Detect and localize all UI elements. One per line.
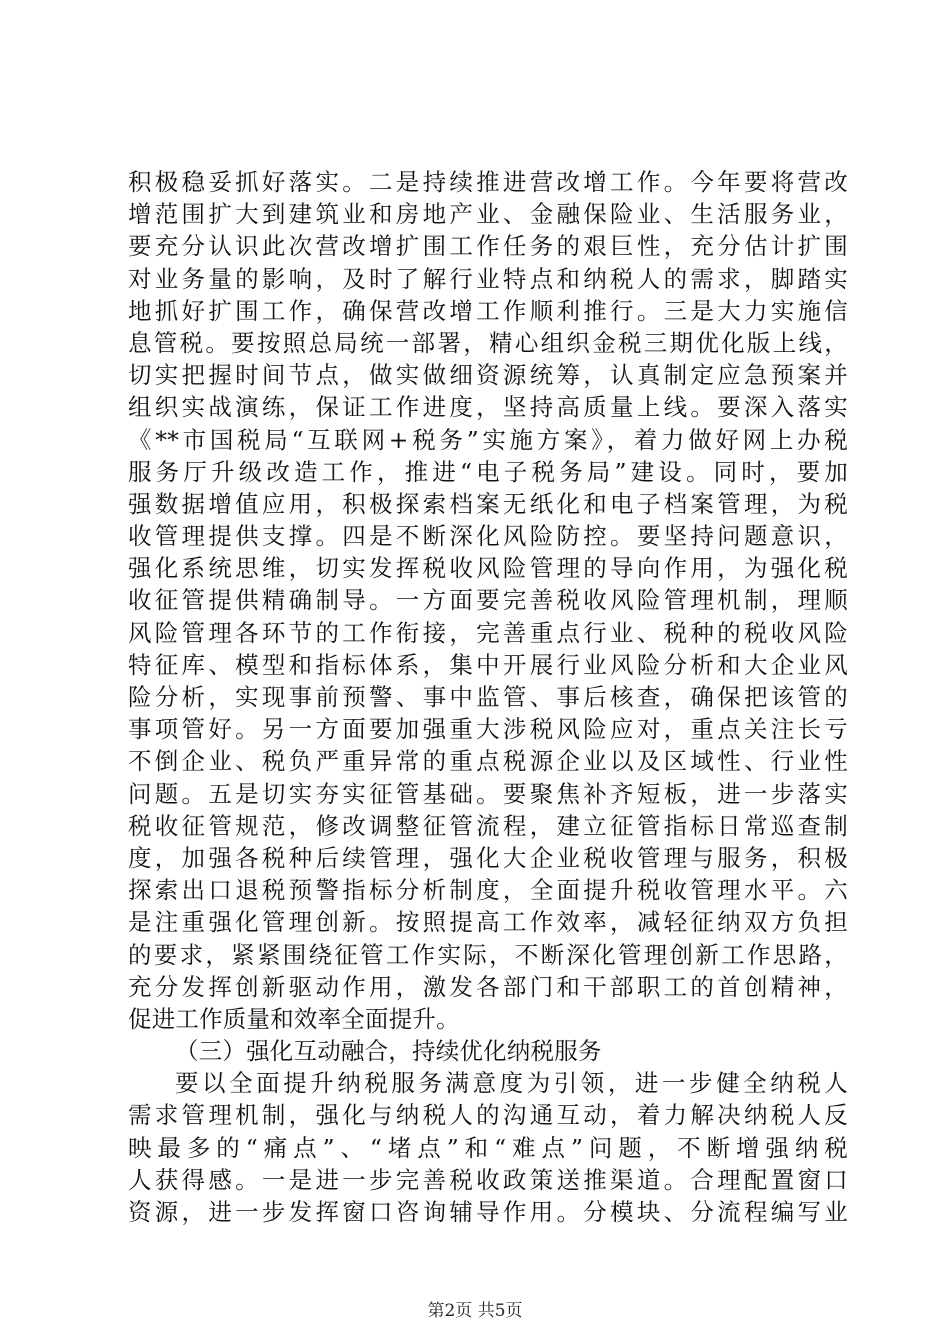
text-line: 税收征管规范，修改调整征管流程，建立征管指标日常巡查制 xyxy=(128,811,848,840)
text-line: 险分析，实现事前预警、事中监管、事后核查，确保把该管的 xyxy=(128,683,848,711)
text-line: 是注重强化管理创新。按照提高工作效率，减轻征纳双方负担 xyxy=(128,908,848,937)
text-line: 服务厅升级改造工作，推进“电子税务局”建设。同时，要加 xyxy=(128,457,848,486)
text-line: 充分发挥创新驱动作用，激发各部门和干部职工的首创精神， xyxy=(128,972,848,1001)
text-line: 需求管理机制，强化与纳税人的沟通互动，着力解决纳税人反 xyxy=(128,1101,848,1130)
text-line: 强数据增值应用，积极探索档案无纸化和电子档案管理，为税 xyxy=(128,489,848,518)
text-line: 积极稳妥抓好落实。二是持续推进营改增工作。今年要将营改 xyxy=(128,168,848,196)
text-line: 不倒企业、税负严重异常的重点税源企业以及区域性、行业性 xyxy=(128,747,848,776)
text-line: 组织实战演练，保证工作进度，坚持高质量上线。要深入落实 xyxy=(128,393,848,422)
section-heading: （三）强化互动融合，持续优化纳税服务 xyxy=(175,1037,602,1066)
text-line: 映最多的“痛点”、“堵点”和“难点”问题，不断增强纳税 xyxy=(128,1133,848,1162)
text-line: 《**市国税局“互联网+税务”实施方案》，着力做好网上办税 xyxy=(128,425,848,454)
text-line: 切实把握时间节点，做实做细资源统筹，认真制定应急预案并 xyxy=(128,361,848,390)
text-line: 地抓好扩围工作，确保营改增工作顺利推行。三是大力实施信 xyxy=(128,296,848,325)
paragraph-end-line: 促进工作质量和效率全面提升。 xyxy=(128,1004,460,1033)
document-body xyxy=(128,166,848,1228)
text-line: 问题。五是切实夯实征管基础。要聚焦补齐短板，进一步落实 xyxy=(128,779,848,808)
text-line: 要充分认识此次营改增扩围工作任务的艰巨性，充分估计扩围 xyxy=(128,232,848,261)
text-line: 特征库、模型和指标体系，集中开展行业风险分析和大企业风 xyxy=(128,650,848,679)
text-line: 息管税。要按照总局统一部署，精心组织金税三期优化版上线， xyxy=(128,328,848,357)
text-line: 事项管好。另一方面要加强重大涉税风险应对，重点关注长亏 xyxy=(128,715,848,744)
paragraph-first-line: 要以全面提升纳税服务满意度为引领，进一步健全纳税人 xyxy=(175,1069,848,1098)
text-line: 增范围扩大到建筑业和房地产业、金融保险业、生活服务业， xyxy=(128,200,848,229)
text-line: 风险管理各环节的工作衔接，完善重点行业、税种的税收风险 xyxy=(128,618,848,647)
text-line: 度，加强各税种后续管理，强化大企业税收管理与服务，积极 xyxy=(128,843,848,872)
text-line: 收征管提供精确制导。一方面要完善税收风险管理机制，理顺 xyxy=(128,586,848,615)
text-line: 资源，进一步发挥窗口咨询辅导作用。分模块、分流程编写业 xyxy=(128,1198,848,1226)
page-number-footer: 第2页 共5页 xyxy=(427,1301,523,1321)
text-line: 的要求，紧紧围绕征管工作实际，不断深化管理创新工作思路， xyxy=(128,940,848,969)
text-line: 强化系统思维，切实发挥税收风险管理的导向作用，为强化税 xyxy=(128,554,848,583)
text-line: 人获得感。一是进一步完善税收政策送推渠道。合理配置窗口 xyxy=(128,1165,848,1194)
text-line: 探索出口退税预警指标分析制度，全面提升税收管理水平。六 xyxy=(128,876,848,905)
text-line: 收管理提供支撑。四是不断深化风险防控。要坚持问题意识， xyxy=(128,522,848,551)
text-line: 对业务量的影响，及时了解行业特点和纳税人的需求，脚踏实 xyxy=(128,264,848,293)
